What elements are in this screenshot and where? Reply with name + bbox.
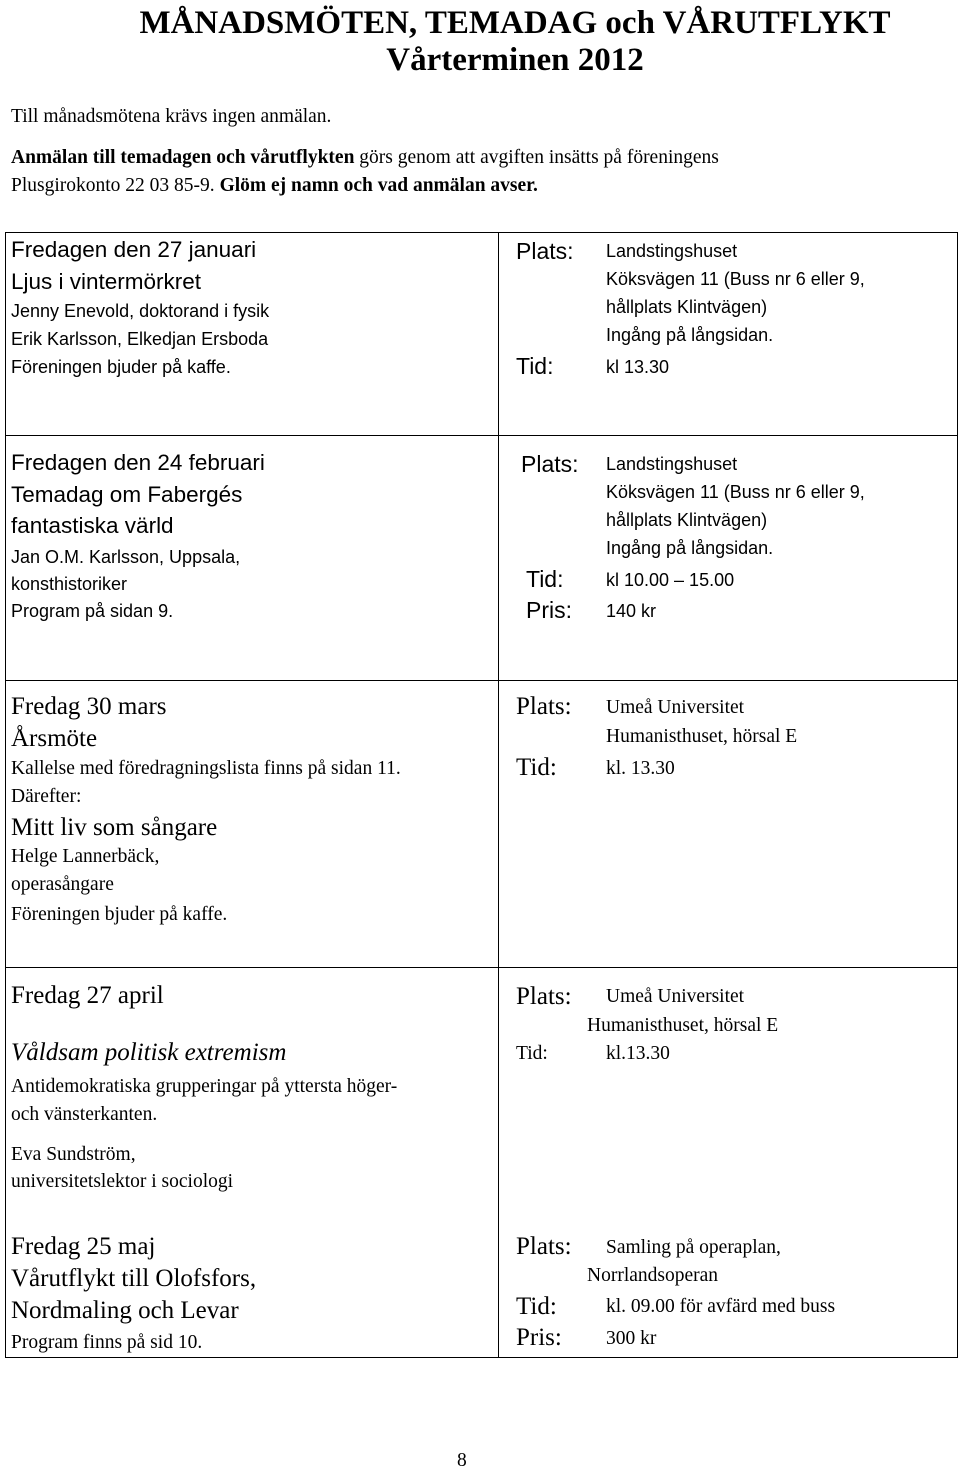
event-4-tid-label: Tid:: [516, 1043, 548, 1064]
event-5-title-line-1: Vårutflykt till Olofsfors,: [11, 1265, 257, 1292]
page-subtitle: Vårterminen 2012: [386, 42, 644, 78]
event-1-tid-label: Tid:: [516, 353, 554, 379]
event-5-tid-label: Tid:: [516, 1293, 557, 1320]
event-5-plats-line-2: Norrlandsoperan: [587, 1265, 719, 1286]
event-1-line-2: Erik Karlsson, Elkedjan Ersboda: [11, 329, 269, 349]
event-3-plats-label: Plats:: [516, 693, 572, 720]
event-3-line-1: Kallelse med föredragningslista finns på sidan 11.: [11, 758, 401, 779]
event-1-plats-line-2: Köksvägen 11 (Buss nr 6 eller 9,: [606, 269, 865, 289]
event-2-line-2: konsthistoriker: [11, 574, 128, 594]
event-2-line-3: Program på sidan 9.: [11, 601, 174, 621]
event-2-tid: kl 10.00 – 15.00: [606, 570, 735, 590]
event-1-tid: kl 13.30: [606, 357, 670, 377]
row-divider-3: [5, 967, 958, 968]
event-1-line-3: Föreningen bjuder på kaffe.: [11, 357, 231, 377]
event-3-line-2: Därefter:: [11, 786, 82, 807]
column-divider: [498, 232, 499, 1358]
event-2-plats-line-2: Köksvägen 11 (Buss nr 6 eller 9,: [606, 482, 865, 502]
event-4-tid: kl.13.30: [606, 1043, 670, 1064]
event-2-tid-label: Tid:: [526, 566, 564, 592]
intro-line-2: [11, 144, 719, 172]
event-5-pris: 300 kr: [606, 1328, 657, 1349]
event-4-line-1: Eva Sundström,: [11, 1144, 136, 1165]
event-2-plats-line-4: Ingång på långsidan.: [606, 538, 774, 558]
intro-line-3: [11, 172, 538, 200]
event-4-line-2: universitetslektor i sociologi: [11, 1171, 234, 1192]
event-3-extra-line-3: Föreningen bjuder på kaffe.: [11, 904, 228, 925]
event-4-desc-line-2: och vänsterkanten.: [11, 1104, 158, 1125]
page-number: 8: [457, 1450, 467, 1471]
intro-line-1: Till månadsmötena krävs ingen anmälan.: [11, 106, 332, 127]
row-divider-1: [5, 435, 958, 436]
event-5-date: Fredag 25 maj: [11, 1233, 156, 1260]
event-2-plats-label: Plats:: [521, 451, 579, 477]
event-1-date: Fredagen den 27 januari: [11, 237, 257, 262]
intro-line-3-bold: Glöm ej namn och vad anmälan avser.: [219, 175, 538, 196]
event-3-tid-label: Tid:: [516, 754, 557, 781]
intro-line-2-rest: görs genom att avgiften insätts på föreningens: [354, 147, 719, 168]
event-3-plats-line-1: Umeå Universitet: [606, 697, 745, 718]
event-2-title-line-1: Temadag om Fabergés: [11, 482, 243, 507]
intro-line-3-normal: Plusgirokonto 22 03 85-9.: [11, 175, 220, 196]
event-3-subtitle: Mitt liv som sångare: [11, 814, 218, 841]
event-2-plats-line-1: Landstingshuset: [606, 454, 738, 474]
event-3-plats-line-2: Humanisthuset, hörsal E: [606, 726, 798, 747]
page-title: MÅNADSMÖTEN, TEMADAG och VÅRUTFLYKT: [139, 5, 891, 41]
event-5-tid: kl. 09.00 för avfärd med buss: [606, 1296, 836, 1317]
event-4-plats-label: Plats:: [516, 983, 572, 1010]
row-divider-2: [5, 680, 958, 681]
event-3-tid: kl. 13.30: [606, 758, 675, 779]
event-5-plats-label: Plats:: [516, 1233, 572, 1260]
event-2-pris-label: Pris:: [526, 597, 572, 623]
event-2-line-1: Jan O.M. Karlsson, Uppsala,: [11, 547, 241, 567]
event-4-title: Våldsam politisk extremism: [11, 1039, 287, 1066]
event-1-plats-line-3: hållplats Klintvägen): [606, 297, 768, 317]
event-1-title: Ljus i vintermörkret: [11, 269, 202, 294]
event-3-title: Årsmöte: [11, 725, 98, 752]
event-2-pris: 140 kr: [606, 601, 657, 621]
event-4-date: Fredag 27 april: [11, 982, 164, 1009]
event-1-plats-label: Plats:: [516, 238, 574, 264]
event-2-plats-line-3: hållplats Klintvägen): [606, 510, 768, 530]
event-4-plats-line-2: Humanisthuset, hörsal E: [587, 1015, 779, 1036]
event-5-title-line-2: Nordmaling och Levar: [11, 1297, 239, 1324]
event-3-extra-line-1: Helge Lannerbäck,: [11, 846, 160, 867]
event-5-line: Program finns på sid 10.: [11, 1332, 203, 1353]
intro-line-2-bold: Anmälan till temadagen och vårutflykten: [11, 147, 355, 168]
event-4-desc-line-1: Antidemokratiska grupperingar på yttersta höger-: [11, 1076, 398, 1097]
event-3-date: Fredag 30 mars: [11, 693, 167, 720]
event-2-date: Fredagen den 24 februari: [11, 450, 265, 475]
event-5-plats-line-1: Samling på operaplan,: [606, 1237, 781, 1258]
event-1-plats-line-4: Ingång på långsidan.: [606, 325, 774, 345]
event-3-extra-line-2: operasångare: [11, 874, 114, 895]
event-2-title-line-2: fantastiska värld: [11, 513, 174, 538]
event-1-line-1: Jenny Enevold, doktorand i fysik: [11, 301, 270, 321]
event-4-plats-line-1: Umeå Universitet: [606, 986, 745, 1007]
event-1-plats-line-1: Landstingshuset: [606, 241, 738, 261]
event-5-pris-label: Pris:: [516, 1324, 562, 1351]
